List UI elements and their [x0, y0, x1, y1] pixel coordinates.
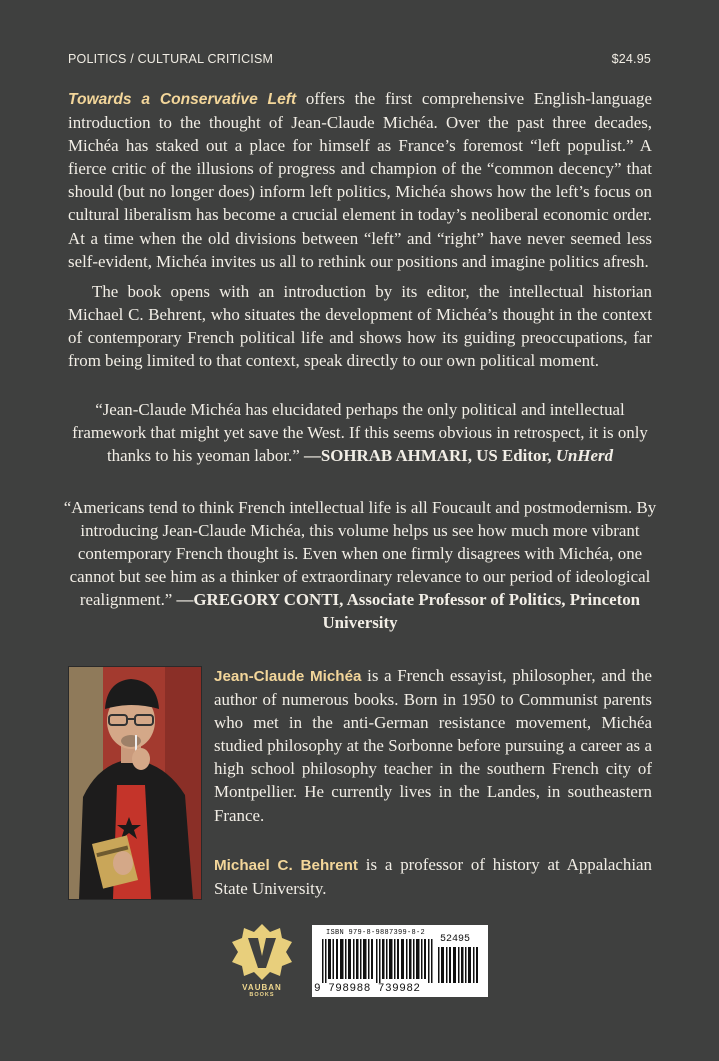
description-paragraph-1 — [68, 87, 652, 273]
book-title: Towards a Conservative Left — [68, 91, 297, 108]
editor-bio — [214, 853, 652, 900]
blurb-conti — [62, 496, 658, 635]
price-label: $24.95 — [611, 52, 651, 66]
blurb-attribution: —SOHRAB AHMARI, US Editor, — [303, 446, 556, 466]
blurb-ahmari — [62, 398, 658, 467]
description-text-1: offers the first comprehensive English-language introduction to the thought of Jean-Claude Michéa. Over the past three decades, Michéa has staked out a place for himself as France’s foremost “left populist.” A fierce critic of the illusions of progress and champion of the “common decency” that should (but no longer does) inform left politics, Michéa shows how the left’s focus on cultural liberalism has become a crucial element in today’s neoliberal economic order. At a time when the old divisions between “left” and “right” have never seemed less self-evident, Michéa invites us all to rethink our positions and imagine politics afresh. — [68, 89, 652, 271]
blurb-text: “Americans tend to think French intellectual life is all Foucault and postmodernism. By introducing Jean-Claude Michéa, this volume helps us see how much more vibrant contemporary French thought is. Even when one firmly disagrees with Michéa, one cannot but see him as a thinker of extraordinary relevance to our period of ideological realignment.” — [63, 498, 657, 610]
barcode-digits: 9 798988 739982 — [314, 983, 421, 995]
addon-barcode-bars — [438, 947, 480, 983]
category-label: POLITICS / CULTURAL CRITICISM — [68, 52, 274, 66]
publisher-sub: BOOKS — [249, 992, 275, 998]
cover-header — [68, 52, 651, 66]
author-photo — [68, 666, 202, 900]
author-name: Jean-Claude Michéa — [214, 668, 362, 685]
barcode-bars — [322, 939, 434, 983]
price-code: 52495 — [440, 934, 471, 945]
blurb-publication: UnHerd — [555, 446, 614, 466]
editor-name: Michael C. Behrent — [214, 857, 358, 874]
publisher-name: VAUBAN — [242, 983, 282, 992]
blurb-attribution: —GREGORY CONTI, Associate Professor of Politics, Princeton University — [176, 590, 641, 633]
editor-bio-text: is a professor of history at Appalachian State University. — [214, 855, 653, 899]
author-bio-text: is a French essayist, philosopher, and the author of numerous books. Born in 1950 to Communist parents who met in the anti-German resistance movement, Michéa studied philosophy at the Sorbonne before pursuing a career as a high school philosophy teacher in the southern French city of Montpellier. He currently lives in the Landes, in southeastern France. — [214, 666, 652, 825]
isbn-label: ISBN 979-8-9887399-8-2 — [326, 929, 426, 937]
blurb-text: “Jean-Claude Michéa has elucidated perhaps the only political and intellectual framework that might yet save the West. If this seems obvious in retrospect, it is only thanks to his yeoman labor.” — [72, 400, 648, 466]
author-bio — [214, 664, 652, 827]
description-paragraph-2: The book opens with an introduction by its editor, the intellectual historian Michael C. Behrent, who situates the development of Michéa’s thought in the context of contemporary French political life and shows how its guiding preoccupations, far from being limited to that context, speak directly to our own political moment. — [68, 282, 652, 371]
isbn-barcode — [312, 925, 488, 997]
